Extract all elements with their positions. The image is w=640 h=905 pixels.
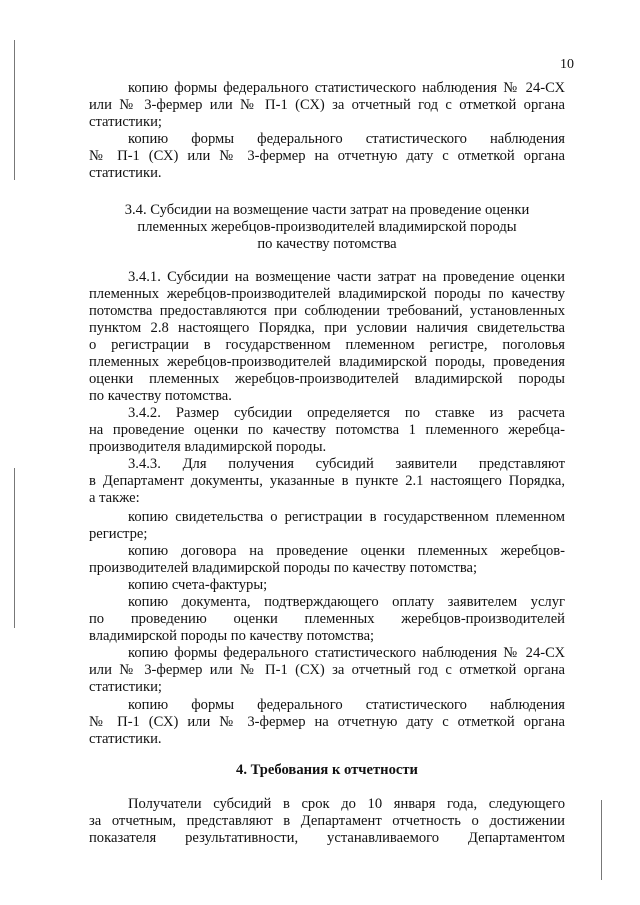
text-line: о регистрации в государственном племенном регистре, поголовья	[89, 337, 565, 353]
text-line: потомства предоставляются при соблюдении требований, установленных	[89, 303, 565, 319]
text-line: № П-1 (СХ) или № 3-фермер на отчетную дату с отметкой органа	[89, 148, 565, 164]
scan-mark	[14, 40, 15, 180]
text-line: регистре;	[89, 526, 148, 542]
page-number: 10	[560, 57, 574, 72]
text-line: копию документа, подтверждающего оплату заявителем услуг	[128, 594, 565, 610]
text-line: статистики.	[89, 165, 162, 181]
text-line: на проведение оценки по качеству потомства 1 племенного жеребца-	[89, 422, 565, 438]
text-line: а также:	[89, 490, 140, 506]
text-line: 3.4.2. Размер субсидии определяется по ставке из расчета	[128, 405, 565, 421]
text-line: Получатели субсидий в срок до 10 января года, следующего	[128, 796, 565, 812]
text-line: статистики.	[89, 731, 162, 747]
text-line: производителя владимирской породы.	[89, 439, 327, 455]
section-heading: 3.4. Субсидии на возмещение части затрат на проведение оценки	[124, 202, 530, 218]
text-line: по качеству потомства.	[89, 388, 232, 404]
text-line: или № 3-фермер или № П-1 (СХ) за отчетный год с отметкой органа	[89, 97, 565, 113]
section-heading: 4. Требования к отчетности	[236, 762, 418, 778]
text-line: копию свидетельства о регистрации в государственном племенном	[128, 509, 565, 525]
text-line: показателя результативности, устанавливаемого Департаментом	[89, 830, 565, 846]
scan-mark	[601, 800, 602, 880]
text-line: копию формы федерального статистического наблюдения	[128, 697, 565, 713]
text-line: копию формы федерального статистического наблюдения	[128, 131, 565, 147]
text-line: № П-1 (СХ) или № 3-фермер на отчетную дату с отметкой органа	[89, 714, 565, 730]
text-line: племенных жеребцов-производителей владимирской породы по качеству	[89, 286, 565, 302]
text-line: владимирской породы по качеству потомства;	[89, 628, 375, 644]
text-line: статистики;	[89, 679, 162, 695]
section-heading: племенных жеребцов-производителей владимирской породы	[137, 219, 517, 235]
text-line: пунктом 2.8 настоящего Порядка, при условии наличия свидетельства	[89, 320, 565, 336]
text-line: 3.4.3. Для получения субсидий заявители представляют	[128, 456, 565, 472]
text-line: производителей владимирской породы по качеству потомства;	[89, 560, 478, 576]
text-line: 3.4.1. Субсидии на возмещение части затрат на проведение оценки	[128, 269, 565, 285]
text-line: копию договора на проведение оценки племенных жеребцов-	[128, 543, 565, 559]
text-line: копию счета-фактуры;	[128, 577, 268, 593]
text-line: за отчетным, представляют в Департамент отчетность о достижении	[89, 813, 565, 829]
text-line: в Департамент документы, указанные в пункте 2.1 настоящего Порядка,	[89, 473, 565, 489]
text-line: статистики;	[89, 114, 162, 130]
section-heading: по качеству потомства	[257, 236, 397, 252]
text-line: или № 3-фермер или № П-1 (СХ) за отчетный год с отметкой органа	[89, 662, 565, 678]
text-line: копию формы федерального статистического наблюдения № 24-СХ	[128, 80, 565, 96]
text-line: племенных жеребцов-производителей владимирской породы, проведения	[89, 354, 565, 370]
scan-mark	[14, 468, 15, 628]
text-line: оценки племенных жеребцов-производителей владимирской породы	[89, 371, 565, 387]
text-line: копию формы федерального статистического наблюдения № 24-СХ	[128, 645, 565, 661]
text-line: по проведению оценки племенных жеребцов-производителей	[89, 611, 565, 627]
